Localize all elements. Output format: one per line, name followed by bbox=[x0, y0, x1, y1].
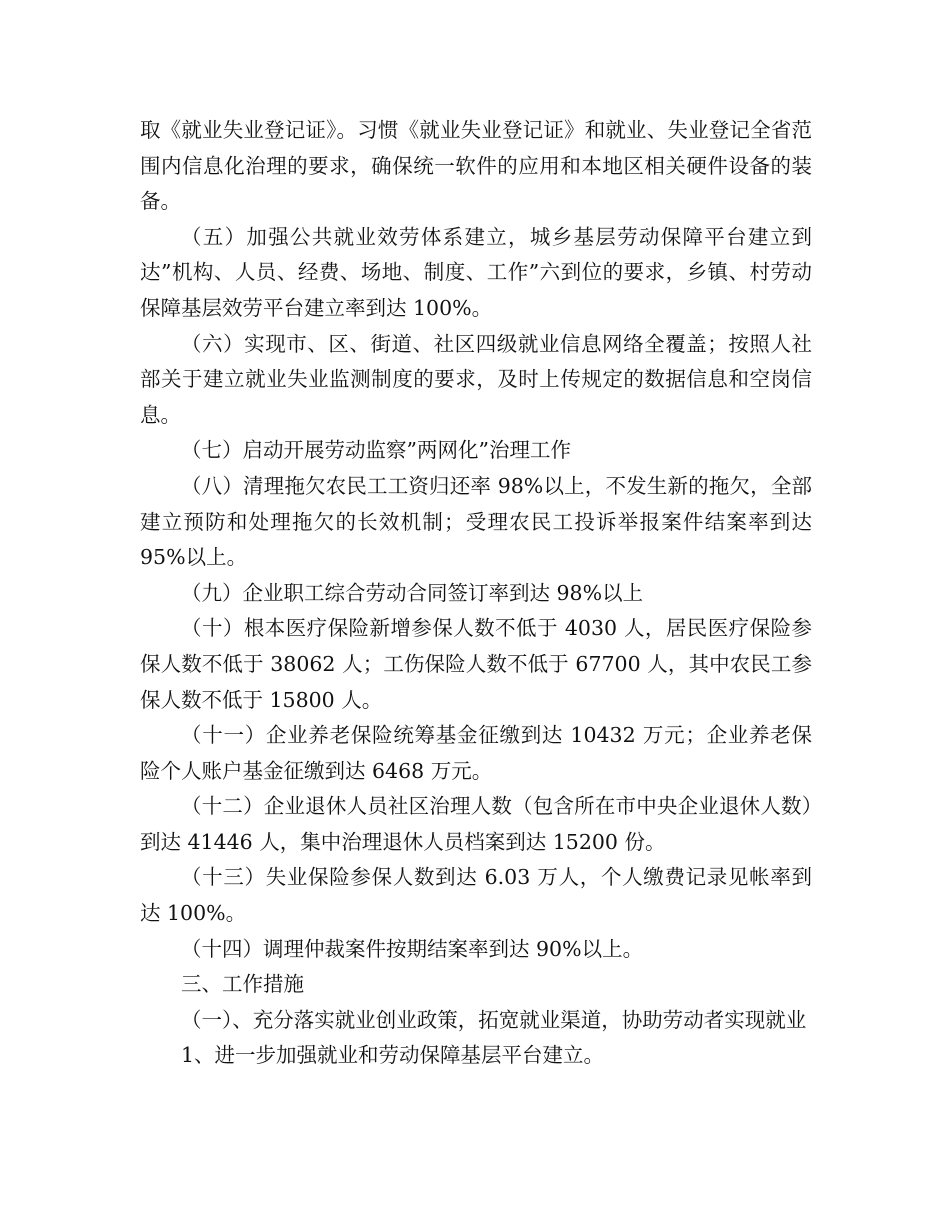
paragraph-item-12: （十二）企业退休人员社区治理人数（包含所在市中央企业退休人数）到达 41446 人，集中治理退休人员档案到达 15200 份。 bbox=[140, 794, 812, 854]
paragraph-item-10: （十）根本医疗保险新增参保人数不低于 4030 人，居民医疗保险参保人数不低于 38062 人；工伤保险人数不低于 67700 人，其中农民工参保人数不低于 15800 人。 bbox=[140, 616, 812, 712]
paragraph-item-13: （十三）失业保险参保人数到达 6.03 万人，个人缴费记录见帐率到达 100%。 bbox=[140, 865, 812, 926]
subsection-heading-1: （一）、充分落实就业创业政策，拓宽就业渠道，协助劳动者实现就业 bbox=[181, 1007, 807, 1032]
document-body bbox=[140, 113, 812, 1074]
paragraph-item-14: （十四）调理仲裁案件按期结案率到达 90%以上。 bbox=[181, 936, 644, 961]
paragraph-item-5: （五）加强公共就业效劳体系建立，城乡基层劳动保障平台建立到达”机构、人员、经费、场地、制度、工作”六到位的要求，乡镇、村劳动保障基层效劳平台建立率到达 100%。 bbox=[140, 224, 812, 320]
section-heading-measures: 三、工作措施 bbox=[181, 972, 304, 997]
paragraph-item-6: （六）实现市、区、街道、社区四级就业信息网络全覆盖；按照人社部关于建立就业失业监测制度的要求，及时上传规定的数据信息和空岗信息。 bbox=[140, 331, 812, 427]
paragraph-item-11: （十一）企业养老保险统筹基金征缴到达 10432 万元；企业养老保险个人账户基金征缴到达 6468 万元。 bbox=[140, 723, 812, 783]
paragraph-item-8: （八）清理拖欠农民工工资归还率 98%以上，不发生新的拖欠，全部建立预防和处理拖欠的长效机制；受理农民工投诉举报案件结案率到达 95%以上。 bbox=[140, 473, 812, 570]
paragraph-item-9: （九）企业职工综合劳动合同签订率到达 98%以上 bbox=[181, 580, 644, 605]
numbered-item-1: 1、进一步加强就业和劳动保障基层平台建立。 bbox=[181, 1043, 605, 1068]
paragraph-item-7: （七）启动开展劳动监察”两网化”治理工作 bbox=[181, 438, 571, 463]
paragraph-continued: 取《就业失业登记证》。习惯《就业失业登记证》和就业、失业登记全省范围内信息化治理的要求，确保统一软件的应用和本地区相关硬件设备的装备。 bbox=[140, 118, 812, 214]
